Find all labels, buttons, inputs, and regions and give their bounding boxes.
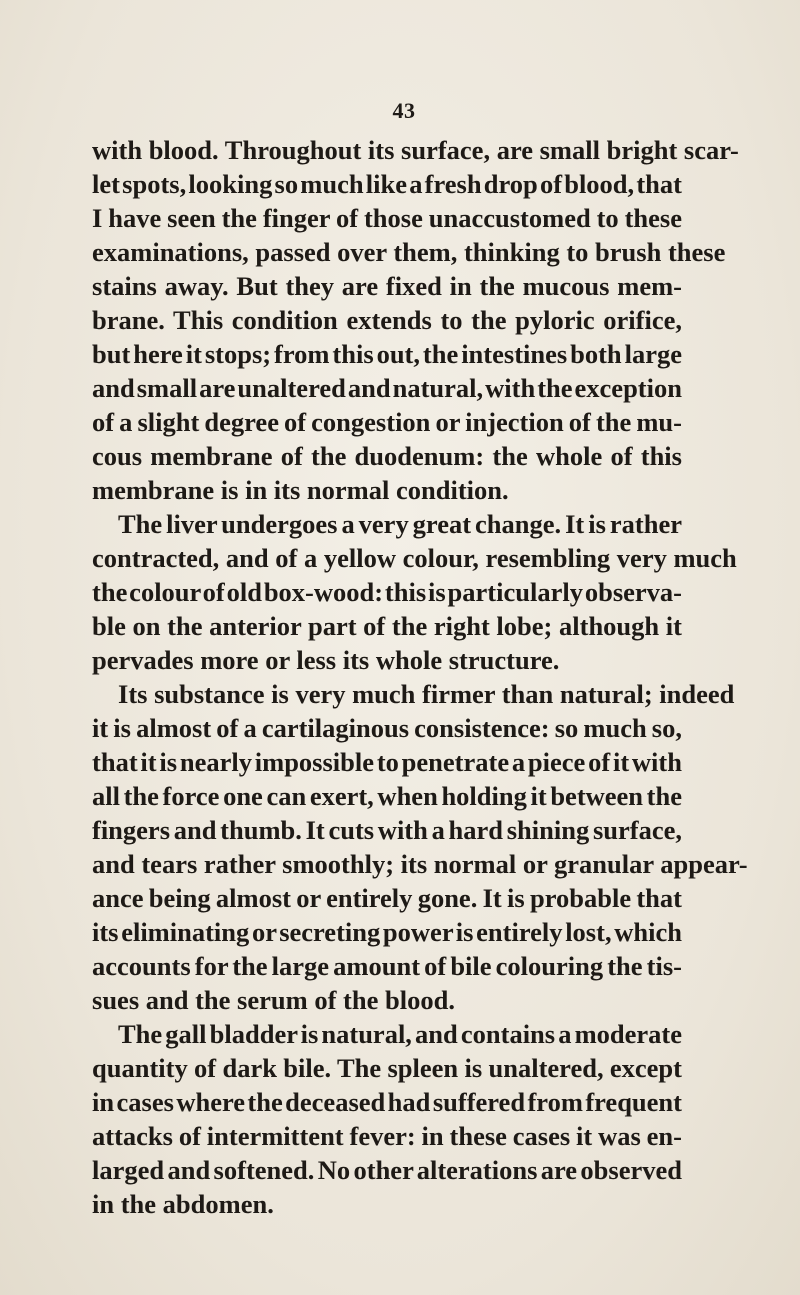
- text-line: it is almost of a cartilaginous consistence: so much so,: [92, 713, 682, 743]
- text-line: pervades more or less its whole structure.: [92, 645, 560, 675]
- text-line: ble on the anterior part of the right lobe; although it: [92, 611, 682, 641]
- text-line: and small are unaltered and natural, with the exception: [92, 373, 682, 403]
- text-line: stains away. But they are fixed in the mucous mem-: [92, 271, 682, 301]
- text-line: larged and softened. No other alterations are observed: [92, 1155, 682, 1185]
- page-number: 43: [392, 98, 416, 123]
- text-line: attacks of intermittent fever: in these cases it was en-: [92, 1121, 682, 1151]
- text-line: in the abdomen.: [92, 1189, 274, 1219]
- text-line: with blood. Throughout its surface, are small bright scar-: [92, 135, 739, 165]
- text-line: in cases where the deceased had suffered from frequent: [92, 1087, 682, 1117]
- text-line: but here it stops; from this out, the intestines both large: [92, 339, 682, 369]
- text-line: brane. This condition extends to the pyloric orifice,: [92, 305, 682, 335]
- text-line: contracted, and of a yellow colour, resembling very much: [92, 543, 737, 573]
- text-line: accounts for the large amount of bile colouring the tis-: [92, 951, 682, 981]
- text-line: I have seen the finger of those unaccustomed to these: [92, 203, 682, 233]
- text-line: and tears rather smoothly; its normal or granular appear-: [92, 849, 748, 879]
- text-line: that it is nearly impossible to penetrate a piece of it with: [92, 747, 682, 777]
- text-line: ance being almost or entirely gone. It is probable that: [92, 883, 682, 913]
- text-line: Its substance is very much firmer than natural; indeed: [118, 679, 735, 709]
- text-line: sues and the serum of the blood.: [92, 985, 455, 1015]
- text-line: let spots, looking so much like a fresh drop of blood, that: [92, 169, 682, 199]
- text-line: the colour of old box-wood: this is particularly observa-: [92, 577, 682, 607]
- text-line: its eliminating or secreting power is entirely lost, which: [92, 917, 682, 947]
- text-line: fingers and thumb. It cuts with a hard shining surface,: [92, 815, 682, 845]
- text-line: cous membrane of the duodenum: the whole of this: [92, 441, 682, 471]
- text-line: membrane is in its normal condition.: [92, 475, 509, 505]
- text-line: examinations, passed over them, thinking to brush these: [92, 237, 726, 267]
- text-line: The gall bladder is natural, and contains a moderate: [118, 1019, 682, 1049]
- text-line: quantity of dark bile. The spleen is unaltered, except: [92, 1053, 682, 1083]
- text-line: all the force one can exert, when holding it between the: [92, 781, 682, 811]
- text-line: The liver undergoes a very great change. It is rather: [118, 509, 682, 539]
- text-line: of a slight degree of congestion or injection of the mu-: [92, 407, 682, 437]
